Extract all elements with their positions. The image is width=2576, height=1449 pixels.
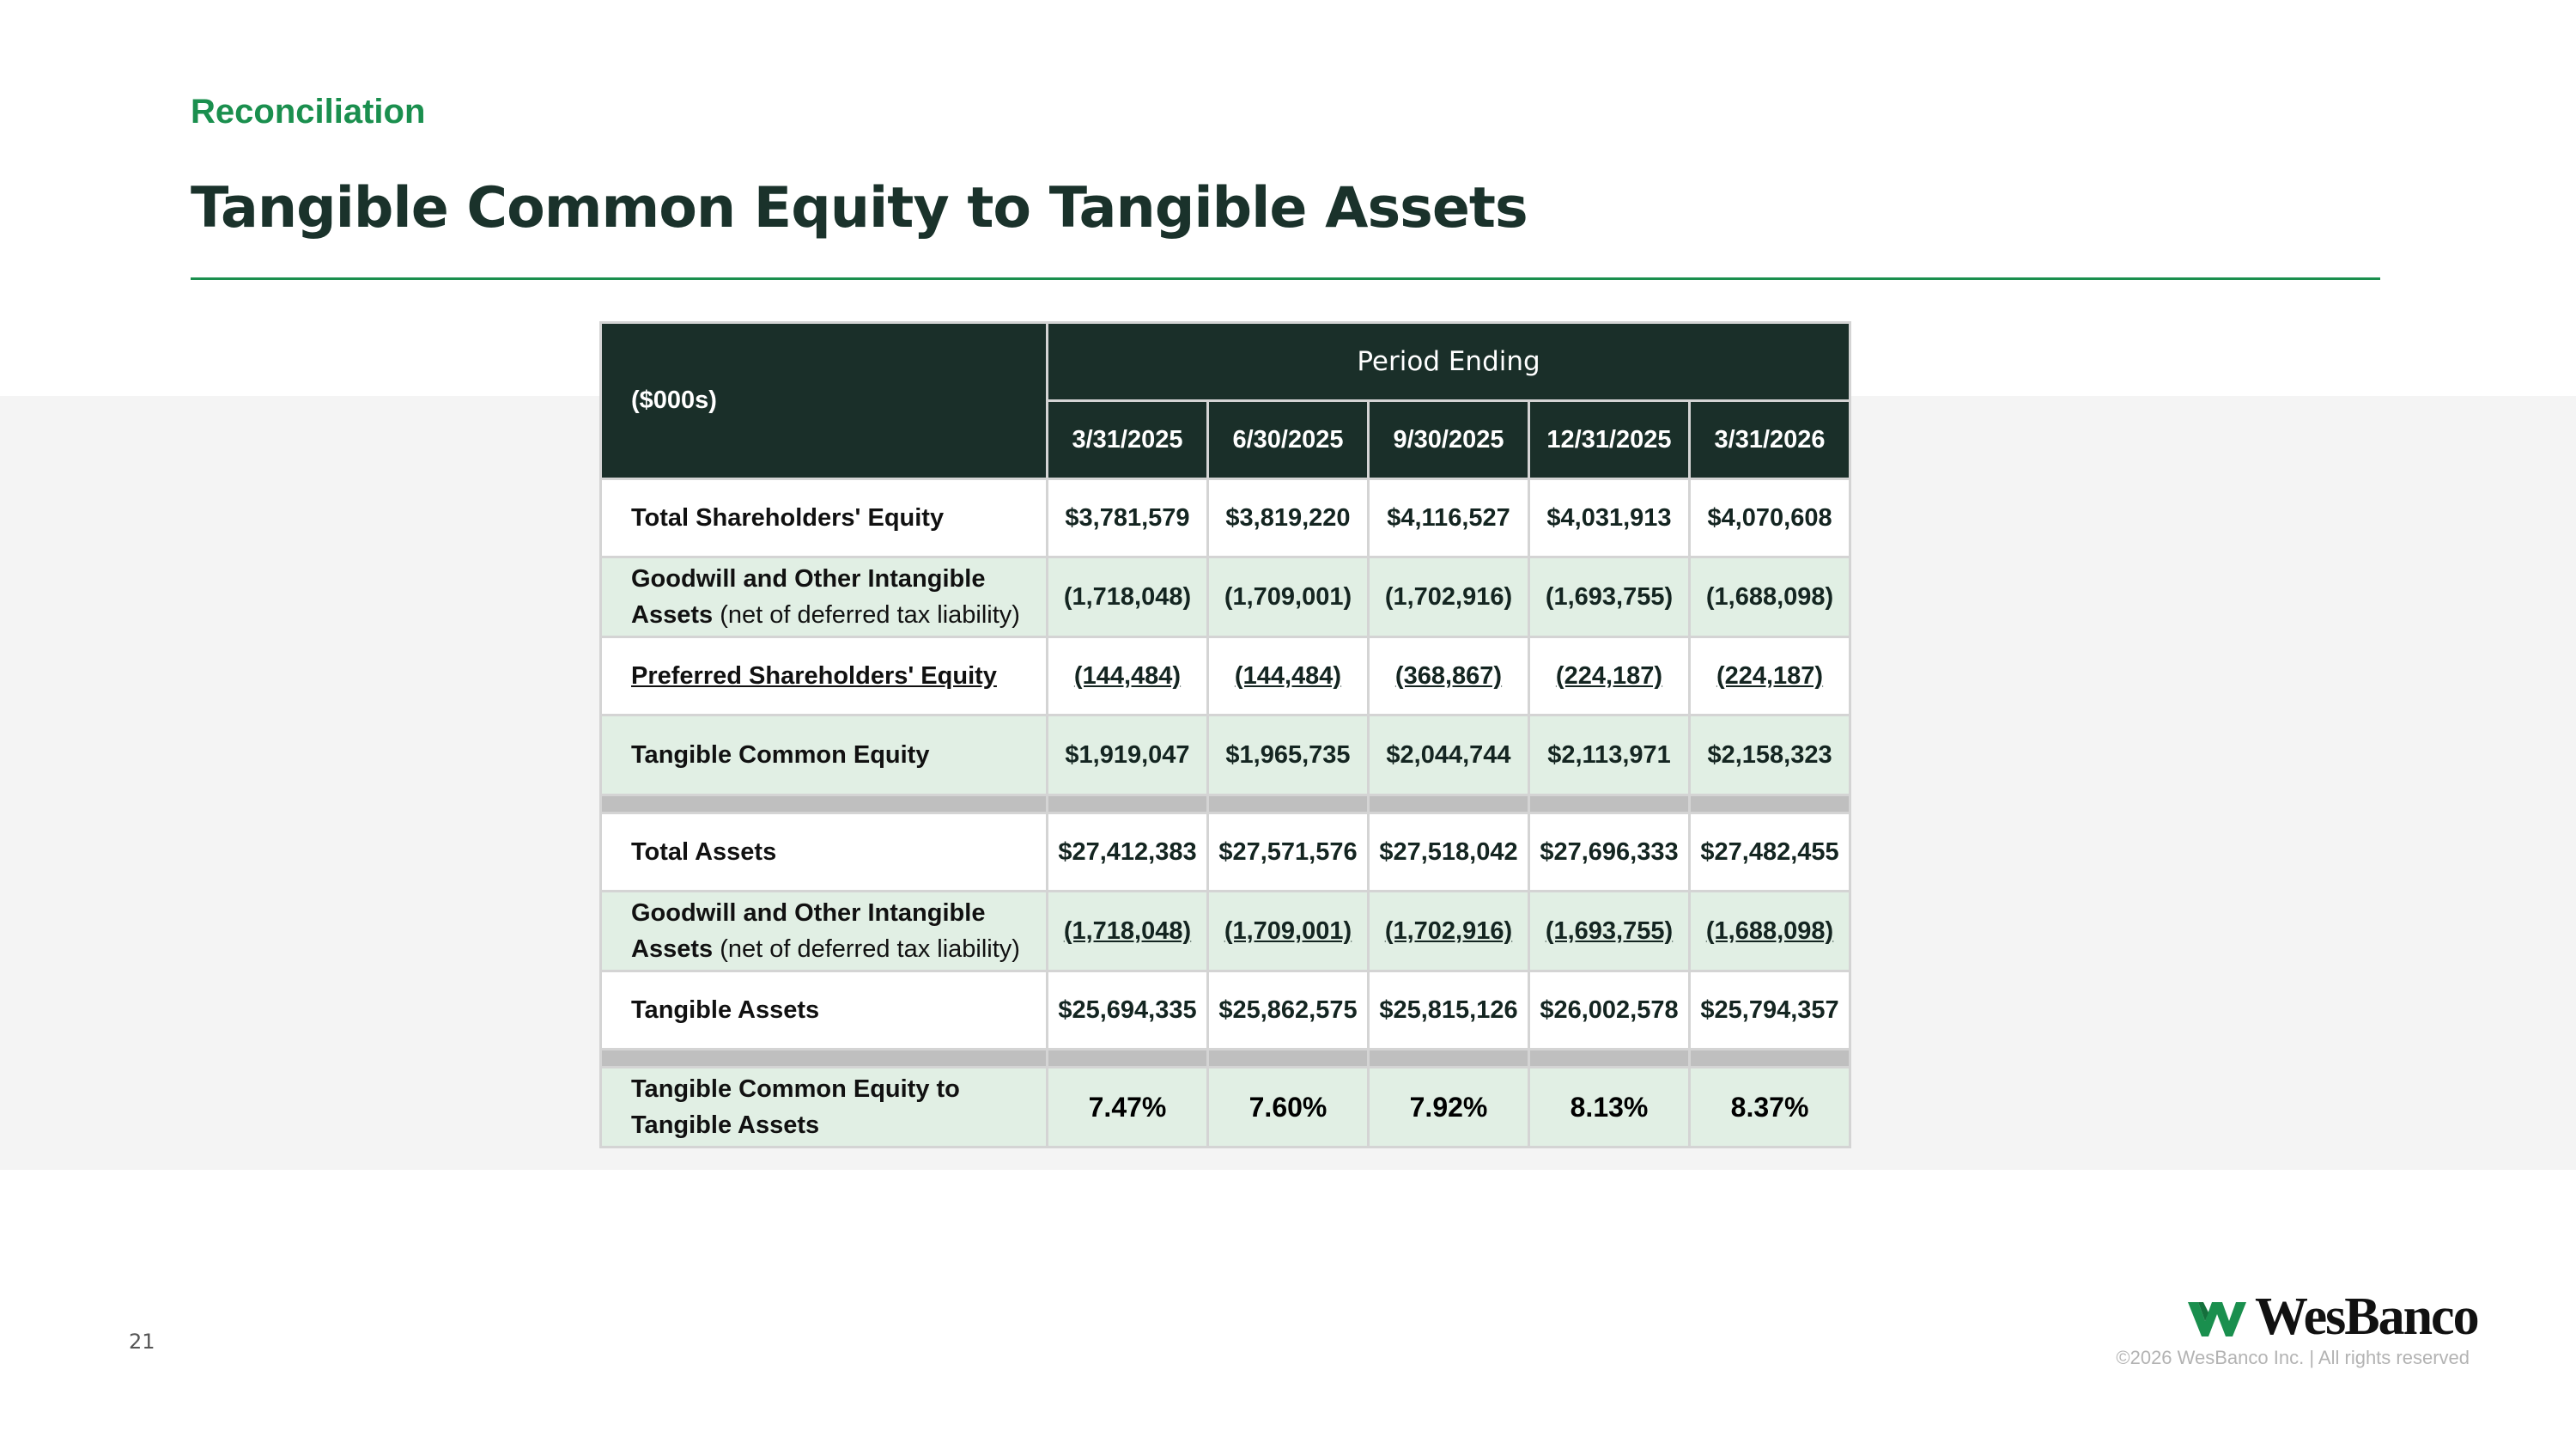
table-cell: $2,044,744 [1369,715,1529,795]
table-cell [1529,892,1690,971]
cell-value: (224,187) [1555,661,1663,690]
table-cell: 7.47% [1048,1068,1208,1148]
table-cell: (1,693,755) [1529,557,1690,637]
row-label-main: Goodwill and Other Intangible Assets [631,899,986,963]
row-label: Tangible Common Equity [601,715,1048,795]
row-total-shareholders-equity [601,479,1850,557]
cell-value: (224,187) [1716,661,1824,690]
row-label [601,557,1048,637]
column-header-date: 3/31/2025 [1048,401,1208,479]
row-tce-ratio [601,1068,1850,1148]
table-cell [1208,892,1369,971]
table-cell [1048,637,1208,715]
cell-value: (144,484) [1234,661,1342,690]
table-cell: 8.13% [1529,1068,1690,1148]
separator-row [601,1050,1850,1068]
table-cell [1208,637,1369,715]
row-label [601,637,1048,715]
table-cell: $1,965,735 [1208,715,1369,795]
column-header-date: 6/30/2025 [1208,401,1369,479]
table-cell: (1,718,048) [1048,557,1208,637]
table-cell [1690,637,1850,715]
cell-value: (1,718,048) [1063,916,1192,945]
table-cell: 7.92% [1369,1068,1529,1148]
table-cell [1369,892,1529,971]
cell-value: (144,484) [1073,661,1182,690]
company-logo [2188,1287,2478,1348]
column-header-date: 3/31/2026 [1690,401,1850,479]
table-cell: $25,815,126 [1369,971,1529,1050]
table-cell [1690,892,1850,971]
table-cell: $26,002,578 [1529,971,1690,1050]
table-cell: $3,819,220 [1208,479,1369,557]
row-label: Tangible Assets [601,971,1048,1050]
page-title: Tangible Common Equity to Tangible Assets [191,176,1528,240]
table-cell: $2,158,323 [1690,715,1850,795]
column-header-date: 9/30/2025 [1369,401,1529,479]
table-cell: (1,709,001) [1208,557,1369,637]
table-cell: $27,518,042 [1369,813,1529,892]
table-cell: 8.37% [1690,1068,1850,1148]
table-cell: $25,694,335 [1048,971,1208,1050]
table-cell: $27,482,455 [1690,813,1850,892]
table-cell: $1,919,047 [1048,715,1208,795]
table-cell [1048,892,1208,971]
row-label-main: Goodwill and Other Intangible Assets [631,565,986,629]
title-divider [191,277,2380,280]
table-cell [1529,637,1690,715]
copyright-notice: ©2026 WesBanco Inc. | All rights reserved [2116,1347,2470,1368]
table-cell: $25,794,357 [1690,971,1850,1050]
reconciliation-table [599,321,1851,1148]
row-goodwill-intangibles-assets [601,892,1850,971]
row-label-text: Preferred Shareholders' Equity [631,662,997,690]
separator-row [601,795,1850,813]
row-preferred-equity [601,637,1850,715]
table-cell: $4,116,527 [1369,479,1529,557]
table-cell: 7.60% [1208,1068,1369,1148]
table-cell: $27,571,576 [1208,813,1369,892]
row-label: Tangible Common Equity to Tangible Assets [601,1068,1048,1148]
row-label-note: (net of deferred tax liability) [720,935,1020,963]
cell-value: (1,688,098) [1705,916,1834,945]
column-header-date: 12/31/2025 [1529,401,1690,479]
table-cell: $4,070,608 [1690,479,1850,557]
row-total-assets [601,813,1850,892]
page-number: 21 [129,1330,155,1354]
separator-cell [601,795,1048,813]
row-label: Total Shareholders' Equity [601,479,1048,557]
separator-cell [1690,1050,1850,1068]
table-cell: $27,696,333 [1529,813,1690,892]
separator-cell [601,1050,1048,1068]
cell-value: (1,702,916) [1384,916,1513,945]
separator-cell [1369,795,1529,813]
separator-cell [1048,1050,1208,1068]
cell-value: (1,709,001) [1224,916,1352,945]
table-cell: $3,781,579 [1048,479,1208,557]
wesbanco-w-logo-icon [2188,1299,2246,1336]
separator-cell [1529,1050,1690,1068]
period-ending-header: Period Ending [1048,323,1850,401]
row-label [601,892,1048,971]
table-cell [1369,637,1529,715]
table-cell: (1,688,098) [1690,557,1850,637]
separator-cell [1369,1050,1529,1068]
units-header: ($000s) [601,323,1048,479]
table-cell: $2,113,971 [1529,715,1690,795]
separator-cell [1690,795,1850,813]
table-cell: (1,702,916) [1369,557,1529,637]
separator-cell [1208,1050,1369,1068]
separator-cell [1208,795,1369,813]
row-goodwill-intangibles [601,557,1850,637]
cell-value: (368,867) [1394,661,1503,690]
table-cell: $27,412,383 [1048,813,1208,892]
row-label-note: (net of deferred tax liability) [720,601,1020,629]
table-cell: $4,031,913 [1529,479,1690,557]
section-kicker: Reconciliation [191,93,426,131]
row-tangible-common-equity [601,715,1850,795]
row-label: Total Assets [601,813,1048,892]
logo-wordmark: WesBanco [2255,1288,2478,1346]
separator-cell [1529,795,1690,813]
cell-value: (1,693,755) [1545,916,1674,945]
separator-cell [1048,795,1208,813]
table-cell: $25,862,575 [1208,971,1369,1050]
row-tangible-assets [601,971,1850,1050]
